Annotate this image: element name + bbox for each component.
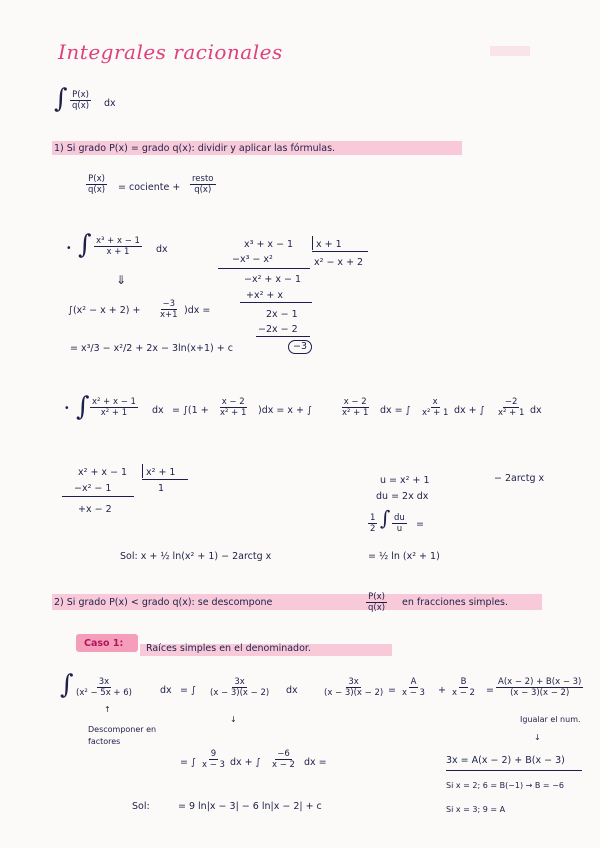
split-end: dx = xyxy=(304,757,327,768)
sub-du: du = 2x dx xyxy=(376,491,429,502)
integral-sign: ∫ xyxy=(54,84,68,114)
section1-heading: 1) Si grado P(x) = grado q(x): dividir y aplicar las fórmulas. xyxy=(54,143,336,154)
div1-bar xyxy=(312,236,313,250)
ex2-dx: dx xyxy=(152,405,164,416)
div1-quotient: x² − x + 2 xyxy=(314,257,364,268)
sub-eq: = xyxy=(416,519,424,530)
caso-int-dx: dx xyxy=(160,685,172,696)
ex2-eq1: = ∫(1 + xyxy=(172,405,209,416)
sub-du-u: $\frac{du}{u}$ xyxy=(394,513,405,534)
ex2-fraction: $\frac{\text{x² + x − 1}}{\text{x² + 1}}$ xyxy=(92,397,136,418)
div2-row3: +x − 2 xyxy=(78,504,112,515)
div2-row2: −x² − 1 xyxy=(74,483,112,494)
down-arrow-icon: ↓ xyxy=(534,733,541,742)
div2-rule xyxy=(142,479,188,480)
ex1-bullet: • xyxy=(66,243,72,254)
integral-sign: ∫ xyxy=(76,392,90,422)
ex1-step: ∫(x² − x + 2) + xyxy=(68,305,141,316)
up-arrow-icon: ↑ xyxy=(104,705,111,714)
caso-solution: = 9 ln|x − 3| − 6 ln|x − 2| + c xyxy=(178,801,322,812)
igualar-note: Igualar el num. xyxy=(520,715,581,724)
eq-rule xyxy=(446,770,582,771)
sub-u: u = x² + 1 xyxy=(380,475,430,486)
div1-remainder: −3 xyxy=(288,340,312,354)
split-fraction-1: $\frac{9}{x - 3}$ xyxy=(202,749,225,770)
pf-a: $\frac{A}{x - 3}$ xyxy=(402,677,425,698)
pf-plus: + xyxy=(438,685,446,696)
caso-factor-fraction: $\frac{3x}{(x - 3)(x - 2)}$ xyxy=(210,677,270,698)
split-fraction-2: $\frac{-6}{x - 2}$ xyxy=(272,749,295,770)
div1-divisor: x + 1 xyxy=(316,239,342,250)
div1-rule xyxy=(256,336,310,337)
div2-quotient: 1 xyxy=(158,483,165,494)
caso-int-fraction: $\frac{3x}{\text{(x² − 5x + 6)}}$ xyxy=(76,677,132,698)
section2-heading-end: en fracciones simples. xyxy=(402,597,509,608)
pf-eq: = xyxy=(388,685,396,696)
sub-half: $\frac{1}{2}$ xyxy=(370,513,376,534)
ex2-eq4-fraction: $\frac{-2}{\text{x² + 1}}$ xyxy=(498,397,525,418)
eq-numerators: 3x = A(x − 2) + B(x − 3) xyxy=(446,755,565,766)
caso-dx2: dx xyxy=(286,685,298,696)
div1-row6: −2x − 2 xyxy=(258,324,298,335)
div2-bar xyxy=(142,464,143,478)
note-descomponer: Descomponer en xyxy=(88,725,157,734)
ex2-eq3-end: dx + ∫ xyxy=(454,405,485,416)
div1-rule xyxy=(240,302,312,303)
formula-lhs: $\frac{P(x)}{q(x)}$ xyxy=(88,174,106,195)
general-dx: dx xyxy=(104,98,116,109)
div2-rule xyxy=(62,496,134,497)
ex2-eq4-end: dx xyxy=(530,405,542,416)
ex2-eq3-fraction: $\frac{x}{\text{x² + 1}}$ xyxy=(422,397,449,418)
div2-divisor: x² + 1 xyxy=(146,467,176,478)
ex2-solution: Sol: x + ½ ln(x² + 1) − 2arctg x xyxy=(120,551,272,562)
section2-heading: 2) Si grado P(x) < grado q(x): se descompone xyxy=(54,597,273,608)
ex1-dx: dx xyxy=(156,244,168,255)
sol-label: Sol: xyxy=(132,801,150,812)
ex2-eq1-fraction: $\frac{x - 2}{\text{x² + 1}}$ xyxy=(220,397,247,418)
pf-b: $\frac{B}{x - 2}$ xyxy=(452,677,475,698)
div2-row1: x² + x − 1 xyxy=(78,467,128,478)
split-eq: = ∫ xyxy=(180,757,196,768)
formula-rhs: resto q(x) xyxy=(192,174,214,195)
general-fraction: $\frac{P(x)}{q(x)}$ xyxy=(72,90,90,111)
ex1-fraction: $\frac{\text{x³ + x − 1}}{x + 1}$ xyxy=(96,236,140,257)
pf-lhs: $\frac{3x}{(x - 3)(x - 2)}$ xyxy=(324,677,384,698)
down-arrow-icon: ⇓ xyxy=(116,273,127,287)
ex2-bullet: • xyxy=(64,403,70,414)
ex2-arctg: − 2arctg x xyxy=(494,473,545,484)
div1-row3: −x² + x − 1 xyxy=(244,274,302,285)
integral-sign: ∫ xyxy=(60,670,74,700)
note-factores: factores xyxy=(88,737,121,746)
si-x-2: Si x = 2; 6 = B(−1) → B = −6 xyxy=(446,781,564,790)
pf-eq2: = xyxy=(486,685,494,696)
ex1-result: = x³/3 − x²/2 + 2x − 3ln(x+1) + c xyxy=(70,343,233,354)
section2-fraction: $\frac{P(x)}{q(x)}$ xyxy=(368,592,386,613)
caso-eq-int: = ∫ xyxy=(180,685,196,696)
split-mid: dx + ∫ xyxy=(230,757,261,768)
integral-sign: ∫ xyxy=(78,230,92,260)
ex1-step-fraction: $\frac{-3}{x+1}$ xyxy=(160,299,178,320)
caso-label: Caso 1: xyxy=(84,638,124,649)
div1-row4: +x² + x xyxy=(246,290,284,301)
integral-sign: ∫ xyxy=(380,506,391,530)
div1-rule xyxy=(218,268,310,269)
formula-mid: = cociente + xyxy=(118,182,181,193)
ex2-eq2-end: dx = ∫ xyxy=(380,405,411,416)
si-x-3: Si x = 3; 9 = A xyxy=(446,805,506,814)
div1-row2: −x³ − x² xyxy=(232,254,273,265)
caso-description: Raíces simples en el denominador. xyxy=(146,643,311,654)
ex2-half-ln: = ½ ln (x² + 1) xyxy=(368,551,440,562)
ex2-eq1-end: )dx = x + ∫ xyxy=(258,405,312,416)
div1-row1: x³ + x − 1 xyxy=(244,239,294,250)
pf-combined: $\frac{A(x - 2) + B(x - 3)}{(x - 3)(x - 2)}$ xyxy=(498,677,582,698)
ex2-eq2-fraction: $\frac{x - 2}{\text{x² + 1}}$ xyxy=(342,397,369,418)
div1-row5: 2x − 1 xyxy=(266,309,298,320)
ex1-step-end: )dx = xyxy=(184,305,211,316)
page-title: Integrales racionales xyxy=(58,40,283,64)
down-arrow-icon: ↓ xyxy=(230,715,237,724)
div1-rule xyxy=(312,251,368,252)
pink-smudge xyxy=(490,46,530,56)
